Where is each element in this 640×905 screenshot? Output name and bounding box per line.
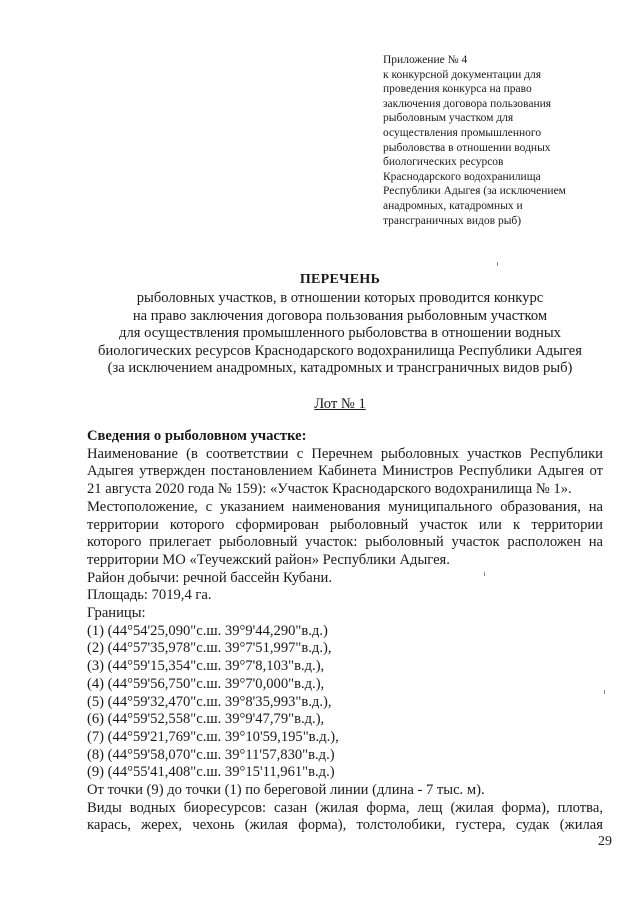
paragraph-line: территории МО «Теучежский район» Республики Адыгея. xyxy=(87,551,450,568)
border-point: (2) (44°57'35,978"с.ш. 39°7'51,997"в.д.), xyxy=(87,640,332,657)
subtitle-line: для осуществления промышленного рыболовства в отношении водных xyxy=(119,325,561,342)
subtitle-line: на право заключения договора пользования рыболовным участком xyxy=(132,307,548,324)
border-point: (3) (44°59'15,354"с.ш. 39°7'8,103"в.д.), xyxy=(87,658,325,675)
appendix-line: рыболовства в отношении водных xyxy=(383,141,551,154)
appendix-note xyxy=(383,53,613,228)
appendix-line: проведения конкурса на право xyxy=(383,83,532,96)
lot-heading: Лот № 1 xyxy=(314,396,366,412)
species-paragraph xyxy=(87,800,603,835)
border-point: (8) (44°59'58,070"с.ш. 39°11'57,830"в.д.) xyxy=(87,746,335,763)
subtitle-line: рыболовных участков, в отношении которых проводится конкурс xyxy=(136,290,544,306)
border-point: (5) (44°59'32,470"с.ш. 39°8'35,993"в.д.), xyxy=(87,693,332,710)
name-paragraph xyxy=(87,446,603,499)
border-point: (6) (44°59'52,558"с.ш. 39°9'47,79"в.д.), xyxy=(87,711,325,728)
scan-mark xyxy=(497,262,498,266)
document-title: ПЕРЕЧЕНЬ xyxy=(299,272,381,287)
border-point: (9) (44°55'41,408"с.ш. 39°15'11,961"в.д.) xyxy=(87,764,335,781)
paragraph-line: которого прилегает рыболовный участок: рыболовный участок расположен на xyxy=(87,534,603,551)
paragraph-line: Наименование (в соответствии с Перечнем рыболовных участков Республики xyxy=(87,445,603,462)
appendix-line: заключения договора пользования xyxy=(383,97,552,110)
appendix-line: рыболовным участком для xyxy=(383,112,514,125)
paragraph-line: территории которого сформирован рыболовный участок или к территории xyxy=(87,516,603,533)
paragraph-line: карась, жерех, чехонь (жилая форма), толстолобики, густера, судак (жилая xyxy=(87,817,603,834)
border-point: (4) (44°59'56,750"с.ш. 39°7'0,000"в.д.), xyxy=(87,675,325,692)
border-points-list xyxy=(87,623,603,782)
subtitle-line: (за исключением анадромных, катадромных и трансграничных видов рыб) xyxy=(107,360,573,377)
appendix-line: биологических ресурсов xyxy=(383,156,504,169)
border-point: (1) (44°54'25,090"с.ш. 39°9'44,290"в.д.) xyxy=(87,622,328,639)
appendix-line: анадромных, катадромных и xyxy=(383,199,523,212)
fishing-area: Район добычи: речной бассейн Кубани. xyxy=(87,569,332,586)
appendix-line: трансграничных видов рыб) xyxy=(383,214,522,227)
paragraph-line: Виды водных биоресурсов: сазан (жилая форма, лещ (жилая форма), плотва, xyxy=(87,799,603,816)
scan-mark xyxy=(604,690,605,694)
appendix-line: осуществления промышленного xyxy=(383,126,542,139)
scan-mark xyxy=(484,572,485,576)
paragraph-line: 21 августа 2020 года № 159): «Участок Краснодарского водохранилища № 1». xyxy=(87,481,572,498)
paragraph-line: Местоположение, с указанием наименования муниципального образования, на xyxy=(87,498,603,515)
appendix-line: Приложение № 4 xyxy=(383,54,468,66)
page-number: 29 xyxy=(598,834,612,849)
site-size: Площадь: 7019,4 га. xyxy=(87,587,212,604)
appendix-line: Республики Адыгея (за исключением xyxy=(383,185,566,198)
shoreline-note: От точки (9) до точки (1) по береговой линии (длина - 7 тыс. м). xyxy=(87,782,485,799)
subtitle-line: биологических ресурсов Краснодарского водохранилища Республики Адыгея xyxy=(98,342,582,359)
section-heading: Сведения о рыболовном участке: xyxy=(87,428,307,444)
appendix-line: к конкурсной документации для xyxy=(383,68,541,81)
paragraph-line: Адыгея утвержден постановлением Кабинета Министров Республики Адыгея от xyxy=(87,463,603,480)
border-point: (7) (44°59'21,769"с.ш. 39°10'59,195"в.д.), xyxy=(87,728,339,745)
location-paragraph xyxy=(87,499,603,570)
appendix-line: Краснодарского водохранилища xyxy=(383,170,541,183)
borders-label: Границы: xyxy=(87,605,146,622)
document-subtitle xyxy=(60,290,620,378)
lot-details xyxy=(87,428,603,835)
